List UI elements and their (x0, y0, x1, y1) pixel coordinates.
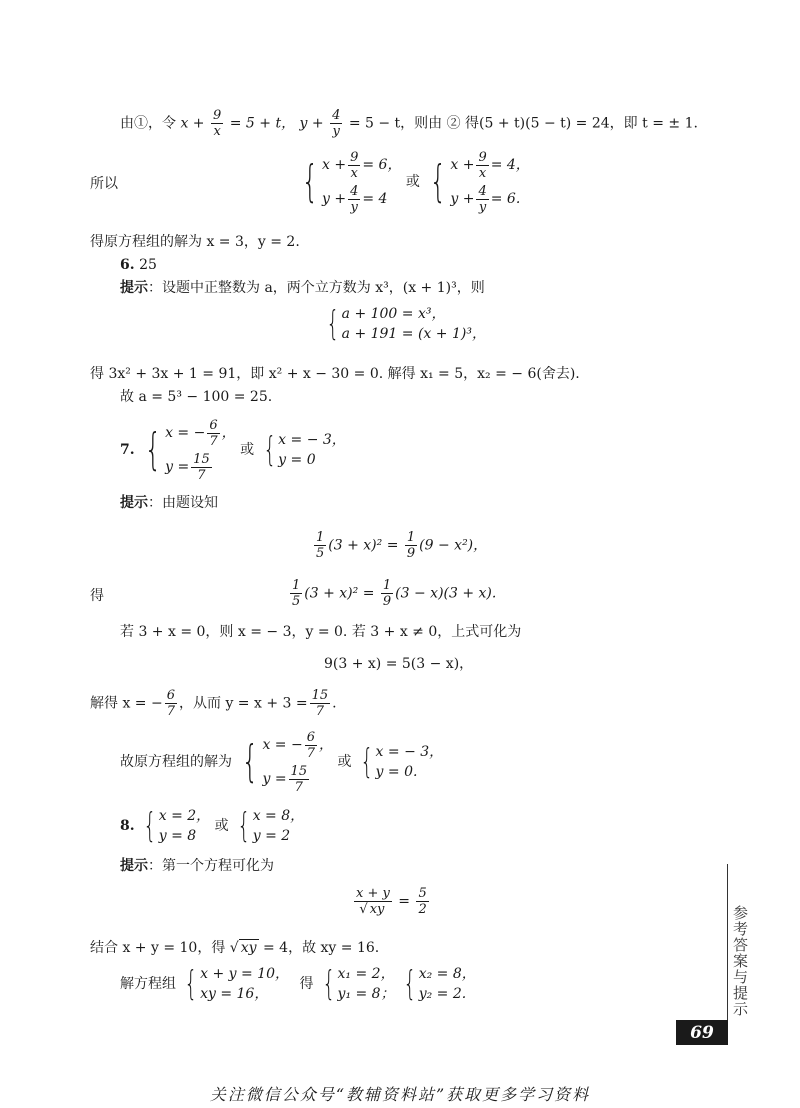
hint-label: 提示 (120, 495, 148, 511)
de-text: 得 (299, 976, 314, 992)
q6-hint (120, 278, 485, 298)
system-1: { x + $\frac{9}{x}$ = 6， y + $\frac{4}{y}$ = 4 或 { x + $\frac{9}{x}$ = 4， y + $\frac{4}{y}$ = 6. (301, 149, 530, 215)
page-number: 69 (676, 1021, 728, 1045)
q8-solution: 解方程组 { x + y = 10， xy = 16， 得 { x₁ = 2， y₁ = 8； { x₂ = 8， y₂ = 2. (120, 964, 476, 1004)
fraction: $\frac{4}{y}$ (332, 108, 341, 139)
question-number: 8. (120, 818, 135, 834)
or-text: 或 (337, 754, 352, 770)
q6-system: { a + 100 = x³， a + 191 = (x + 1)³， (326, 304, 486, 344)
math: = 5 + t， (229, 115, 296, 132)
brace-icon: { (360, 742, 374, 782)
brace-icon: { (237, 806, 251, 846)
q8-line-1: 结合 x + y = 10，得 √ xy = 4，故 xy = 16. (90, 940, 380, 956)
brace-icon: { (262, 430, 276, 470)
brace-icon: { (301, 156, 319, 207)
text: 由①，令 (120, 115, 176, 132)
brace-icon: { (184, 964, 198, 1004)
brace-icon: { (326, 304, 340, 344)
question-number: 7. (120, 442, 135, 458)
question-6 (120, 255, 157, 275)
label: 解方程组 (120, 976, 176, 992)
brace-icon: { (144, 424, 162, 475)
or-text: 或 (240, 442, 255, 458)
solution-line: 得原方程组的解为 x = 3，y = 2. (90, 234, 300, 250)
q6-line-2: 故 a = 5³ − 100 = 25. (120, 389, 273, 405)
q8-hint (120, 856, 274, 876)
hint-label: 提示 (120, 280, 148, 296)
or-text: 或 (405, 174, 420, 190)
hint-text: ：由题设知 (148, 495, 218, 511)
brace-icon: { (143, 806, 157, 846)
math: x + (180, 115, 205, 132)
fraction: $\frac{9}{x}$ (212, 108, 222, 139)
de-label: 得 (90, 588, 104, 604)
or-text: 或 (214, 818, 229, 834)
hint-text: ：第一个方程可化为 (148, 858, 274, 874)
q7-equation-2: $\frac{1}{5}$ (3 + x)² = $\frac{1}{9}$ (3 − x)(3 + x). (292, 578, 497, 609)
question-number: 6. (120, 257, 135, 273)
q7-equation-1: $\frac{1}{5}$ (3 + x)² = $\frac{1}{9}$ (9 − x²)， (316, 530, 488, 561)
q7-hint (120, 493, 218, 513)
question-7: 7. { x = − $\frac{6}{7}$ ， y = $\frac{15}{7}$ 或 { x = − 3， y = 0 (120, 417, 346, 483)
line-1 (120, 108, 698, 139)
footer-note: 关注微信公众号“教辅资料站”获取更多学习资料 (209, 1085, 591, 1104)
math: = 5 − t，则由 ② 得(5 + t)(5 − t) = 24，即 t = ± 1. (348, 115, 698, 132)
hint-text: ：设题中正整数为 a，两个立方数为 x³，(x + 1)³，则 (148, 280, 485, 296)
q6-line-1: 得 3x² + 3x + 1 = 91，即 x² + x − 30 = 0. 解得 x₁ = 5，x₂ = − 6(舍去). (90, 366, 580, 382)
label: 故原方程组的解为 (120, 754, 232, 770)
q7-line-3: 若 3 + x = 0，则 x = − 3，y = 0. 若 3 + x ≠ 0，上式可化为 (120, 624, 522, 640)
q7-line-4: 解得 x = − $\frac{6}{7}$ ，从而 y = x + 3 = $\frac{15}{7}$ . (90, 688, 337, 719)
q7-equation-3: 9(3 + x) = 5(3 − x)， (324, 656, 474, 672)
math: y + (299, 115, 324, 132)
brace-icon: { (242, 736, 259, 787)
brace-icon: { (403, 964, 417, 1004)
brace-icon: { (322, 964, 336, 1004)
answer: 25 (139, 257, 157, 273)
brace-icon: { (429, 156, 447, 207)
side-tab-label: 参考答案与提示 (731, 905, 749, 1017)
hint-label: 提示 (120, 858, 148, 874)
question-8: 8. { x = 2， y = 8 或 { x = 8， y = 2 (120, 806, 305, 846)
so-label: 所以 (90, 176, 118, 192)
q8-equation: $\frac{x + y}{√ xy}$ = $\frac{5}{2}$ (356, 886, 427, 917)
q7-solution: 故原方程组的解为 { x = − $\frac{6}{7}$ ， y = $\frac{15}{7}$ 或 { x = − 3， y = 0. (120, 729, 444, 795)
